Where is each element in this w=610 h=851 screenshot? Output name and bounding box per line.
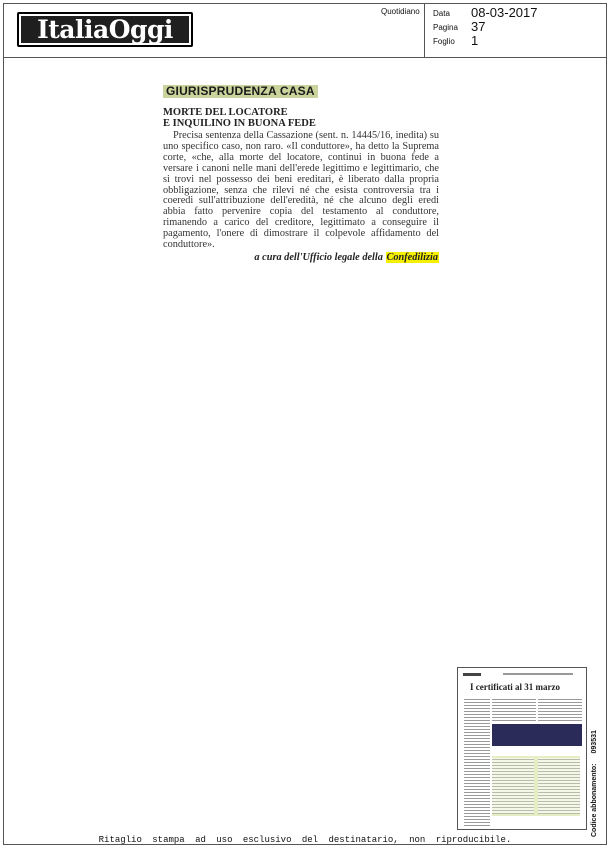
meta-page-value: 37 — [471, 19, 486, 34]
article-title-line2: E INQUILINO IN BUONA FEDE — [163, 118, 316, 129]
subscription-code — [591, 617, 598, 837]
meta-date-value: 08-03-2017 — [471, 5, 538, 20]
meta-sheet-label: Foglio — [433, 37, 455, 46]
article-body: Precisa sentenza della Cassazione (sent. n. 14445/16, inedita) su uno specifico caso, non raro. «Il conduttore», ha detto la Suprema corte, «che, alla morte del locatore, continui in buona fede a versare i canoni nelle mani dell'erede legittimo e legittimario, che si trovi nel possesso dei beni ereditari, è liberato dalla propria obbligazione, senza che rilevi né che esista controversia tra i coeredi sull'attribuzione dell'eredità, né che alcuno degli eredi abbia fatto pervenire copia del testamento al conduttore, rimanendo a carico del creditore, legittimato a conseguire il pagamento, l'onere di dimostrare il colpevole affidamento del conduttore». — [163, 130, 439, 251]
signature-prefix: a cura dell'Ufficio legale della — [254, 252, 383, 263]
page-thumbnail — [457, 667, 587, 830]
article-title — [163, 107, 443, 129]
meta-sheet-value: 1 — [471, 33, 479, 48]
frequency-label: Quotidiano — [381, 7, 420, 16]
section-tag: GIURISPRUDENZA CASA — [163, 85, 318, 98]
article-signature — [163, 252, 439, 263]
thumbnail-column — [538, 758, 580, 814]
signature-organization: Confedilizia — [386, 252, 438, 263]
header-divider — [424, 3, 425, 58]
subscription-code-label: Codice abbonamento: — [591, 763, 598, 837]
thumbnail-column — [538, 698, 582, 722]
newspaper-logo: ItaliaOggi — [17, 12, 193, 47]
thumbnail-column — [492, 758, 534, 814]
thumbnail-column — [492, 698, 536, 722]
meta-page-label: Pagina — [433, 23, 458, 32]
thumbnail-headline: I certificati al 31 marzo — [470, 682, 560, 692]
footer-disclaimer: Ritaglio stampa ad uso esclusivo del destinatario, non riproducibile. — [98, 835, 512, 845]
meta-date-label: Data — [433, 9, 450, 18]
subscription-code-value: 093531 — [591, 730, 598, 754]
article-title-line1: MORTE DEL LOCATORE — [163, 107, 288, 118]
thumbnail-masthead — [463, 671, 581, 677]
thumbnail-column — [464, 698, 490, 826]
thumbnail-image — [492, 724, 582, 746]
